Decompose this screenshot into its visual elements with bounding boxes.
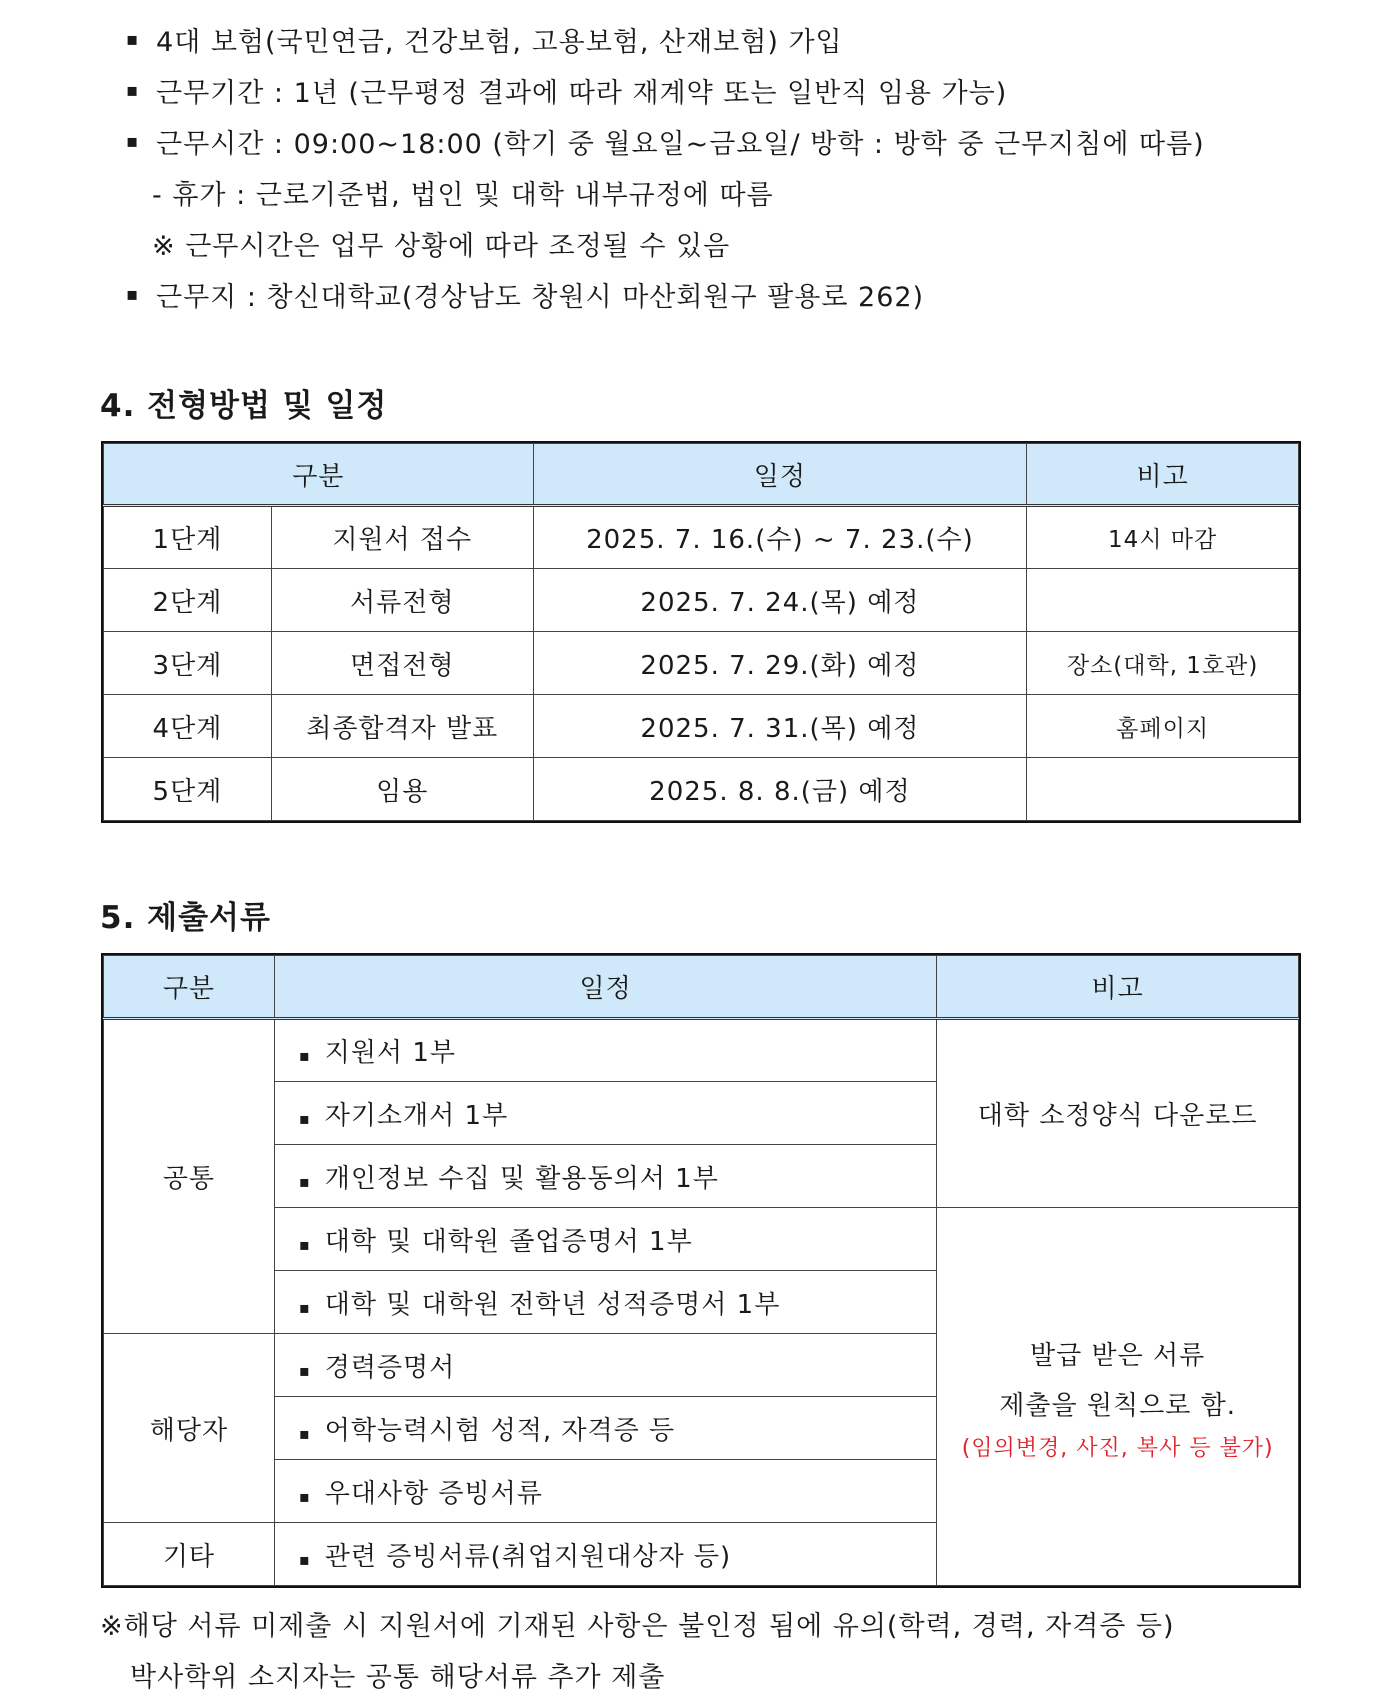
square-bullet-icon: ▪ <box>298 1171 311 1191</box>
bullet-workplace <box>126 269 1326 320</box>
bullet-hours <box>126 116 1326 167</box>
remark-line: 제출을 원칙으로 함. <box>999 1391 1237 1421</box>
square-bullet-icon: ▪ <box>298 1108 311 1128</box>
footnote-line1: ※해당 서류 미제출 시 지원서에 기재된 사항은 불인정 됨에 유의(학력, 경력, 자격증 등) <box>100 1611 1175 1642</box>
cell-stage: 1단계 <box>104 506 272 569</box>
table-row <box>104 569 1299 632</box>
doc-item <box>274 1145 936 1208</box>
header-category: 구분 <box>104 956 275 1019</box>
square-bullet-icon: ▪ <box>126 29 140 50</box>
doc-item <box>274 1019 936 1082</box>
square-bullet-icon: ▪ <box>298 1486 311 1506</box>
section5-title: 5. 제출서류 <box>100 900 271 936</box>
doc-text: 자기소개서 1부 <box>324 1100 509 1131</box>
square-bullet-icon: ▪ <box>298 1360 311 1380</box>
doc-text: 지원서 1부 <box>324 1038 456 1068</box>
cell-name: 최종합격자 발표 <box>271 695 533 758</box>
cell-note: 장소(대학, 1호관) <box>1027 632 1299 695</box>
cell-name: 서류전형 <box>271 569 533 632</box>
doc-text: 관련 증빙서류(취업지원대상자 등) <box>324 1541 732 1572</box>
doc-item <box>274 1208 936 1271</box>
sub-item-text: - 휴가 : 근로기준법, 법인 및 대학 내부규정에 따름 <box>152 180 774 211</box>
documents-table <box>103 955 1299 1586</box>
cell-name: 임용 <box>271 758 533 821</box>
header-remarks: 비고 <box>937 956 1299 1019</box>
note-hours <box>126 218 1326 269</box>
sub-item-vacation <box>126 167 1326 218</box>
cell-date: 2025. 8. 8.(금) 예정 <box>533 758 1027 821</box>
cell-stage: 2단계 <box>104 569 272 632</box>
cell-note <box>1027 758 1299 821</box>
table-row <box>104 632 1299 695</box>
bullet-text: 근무기간 : 1년 (근무평정 결과에 따라 재계약 또는 일반직 임용 가능) <box>156 78 1008 109</box>
square-bullet-icon: ▪ <box>126 131 140 152</box>
table-header-row <box>104 956 1299 1019</box>
square-bullet-icon: ▪ <box>298 1046 311 1065</box>
bullet-insurance <box>126 14 1326 65</box>
square-bullet-icon: ▪ <box>298 1234 311 1254</box>
cell-note: 홈페이지 <box>1027 695 1299 758</box>
doc-text: 경력증명서 <box>324 1352 456 1383</box>
square-bullet-icon: ▪ <box>126 284 140 305</box>
header-schedule: 일정 <box>274 956 936 1019</box>
cell-name: 지원서 접수 <box>271 506 533 569</box>
doc-item <box>274 1334 936 1397</box>
footnote-line2: 박사학위 소지자는 공통 해당서류 추가 제출 <box>130 1662 666 1693</box>
group-applicable: 해당자 <box>104 1334 275 1523</box>
table-row <box>104 1019 1299 1082</box>
header-schedule: 일정 <box>533 444 1027 506</box>
cell-name: 면접전형 <box>271 632 533 695</box>
square-bullet-icon: ▪ <box>298 1297 311 1317</box>
remark-warning: (임의변경, 사진, 복사 등 불가) <box>961 1436 1274 1461</box>
bullet-text: 근무지 : 창신대학교(경상남도 창원시 마산회원구 팔용로 262) <box>156 282 925 313</box>
doc-text: 어학능력시험 성적, 자격증 등 <box>324 1415 676 1446</box>
cell-note <box>1027 569 1299 632</box>
header-category: 구분 <box>104 444 534 506</box>
cell-date: 2025. 7. 16.(수) ~ 7. 23.(수) <box>533 506 1027 569</box>
table-row <box>104 506 1299 569</box>
doc-item <box>274 1082 936 1145</box>
cell-stage: 3단계 <box>104 632 272 695</box>
bullet-text: 4대 보험(국민연금, 건강보험, 고용보험, 산재보험) 가입 <box>156 27 843 58</box>
remark-original-docs <box>937 1208 1299 1586</box>
doc-item <box>274 1397 936 1460</box>
square-bullet-icon: ▪ <box>298 1549 311 1569</box>
group-common: 공통 <box>104 1019 275 1334</box>
conditions-list <box>126 14 1326 320</box>
doc-item <box>274 1460 936 1523</box>
cell-stage: 4단계 <box>104 695 272 758</box>
table-header-row <box>104 444 1299 506</box>
bullet-period <box>126 65 1326 116</box>
remark-form-download: 대학 소정양식 다운로드 <box>937 1019 1299 1208</box>
doc-item <box>274 1523 936 1586</box>
section4-title: 4. 전형방법 및 일정 <box>100 388 388 424</box>
table-row <box>104 695 1299 758</box>
cell-date: 2025. 7. 24.(목) 예정 <box>533 569 1027 632</box>
table-row <box>104 1208 1299 1271</box>
cell-date: 2025. 7. 29.(화) 예정 <box>533 632 1027 695</box>
remark-line: 발급 받은 서류 <box>1030 1341 1206 1371</box>
cell-note: 14시 마감 <box>1027 506 1299 569</box>
table-row <box>104 758 1299 821</box>
schedule-table <box>103 443 1299 821</box>
square-bullet-icon: ▪ <box>298 1423 311 1443</box>
square-bullet-icon: ▪ <box>126 80 140 101</box>
doc-text: 대학 및 대학원 전학년 성적증명서 1부 <box>324 1289 781 1320</box>
doc-text: 우대사항 증빙서류 <box>324 1478 543 1509</box>
bullet-text: 근무시간 : 09:00~18:00 (학기 중 월요일~금요일/ 방학 : 방학 중 근무지침에 따름) <box>156 129 1205 160</box>
cell-date: 2025. 7. 31.(목) 예정 <box>533 695 1027 758</box>
doc-item <box>274 1271 936 1334</box>
cell-stage: 5단계 <box>104 758 272 821</box>
doc-text: 개인정보 수집 및 활용동의서 1부 <box>324 1163 719 1194</box>
header-remarks: 비고 <box>1027 444 1299 506</box>
doc-text: 대학 및 대학원 졸업증명서 1부 <box>324 1226 693 1257</box>
group-other: 기타 <box>104 1523 275 1586</box>
note-text: ※ 근무시간은 업무 상황에 따라 조정될 수 있음 <box>152 231 731 262</box>
